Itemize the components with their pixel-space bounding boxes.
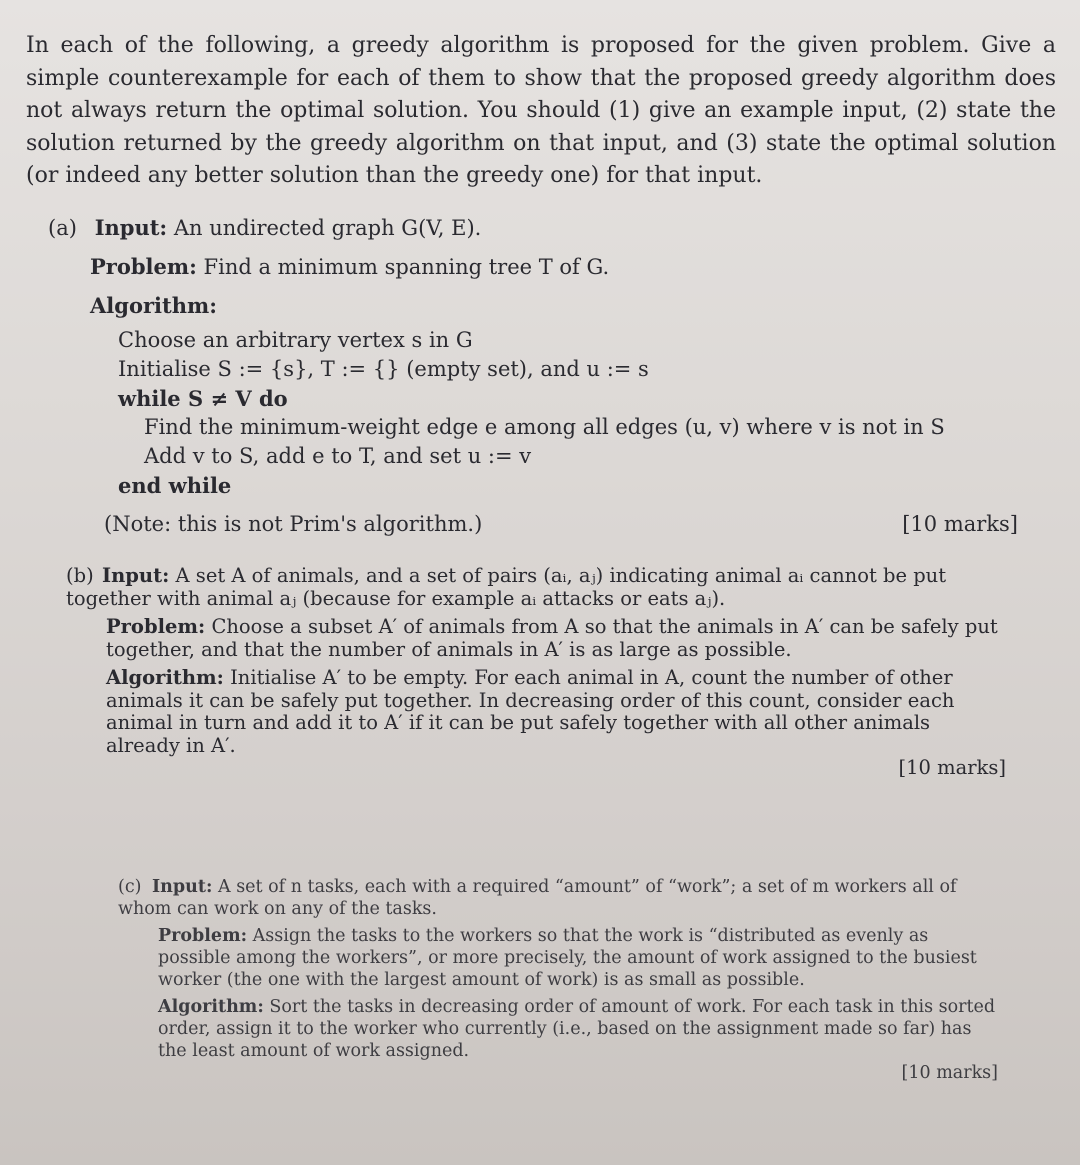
part-b-problem bbox=[66, 616, 1006, 661]
part-a-algorithm-heading: Algorithm: bbox=[90, 293, 217, 318]
part-b-problem-heading: Problem: bbox=[106, 615, 206, 638]
part-c-problem-heading: Problem: bbox=[158, 926, 248, 946]
algo-line-1: Choose an arbitrary vertex s in G bbox=[118, 328, 473, 352]
part-b-algorithm-text: Initialise A′ to be empty. For each animal in A, count the number of other animals it can be safely put together. In decreasing order of this count, consider each animal in turn and add it to A′ if it can be put safely together with all other animals already in A′. bbox=[106, 666, 955, 757]
part-b-input-text: A set A of animals, and a set of pairs (aᵢ, aⱼ) indicating animal aᵢ cannot be put together with animal aⱼ (because for example aᵢ attacks or eats aⱼ). bbox=[66, 564, 947, 610]
part-a-input-line bbox=[48, 213, 1018, 243]
part-b-algorithm bbox=[66, 667, 1006, 757]
part-c-input-text: A set of n tasks, each with a required “amount” of “work”; a set of m workers all of whom can work on any of the tasks. bbox=[118, 877, 957, 919]
part-c bbox=[118, 876, 998, 1084]
part-a-note-row bbox=[48, 510, 1018, 539]
part-c-problem-text: Assign the tasks to the workers so that the work is “distributed as evenly as possible among the workers”, or more precisely, the amount of work assigned to the busiest worker (the one with the largest amount of work) is as small as possible. bbox=[158, 926, 977, 990]
part-b bbox=[66, 565, 1006, 780]
part-c-input-heading: Input: bbox=[152, 877, 213, 897]
part-b-algorithm-heading: Algorithm: bbox=[106, 666, 224, 689]
part-a-problem bbox=[48, 252, 1018, 282]
part-a-marks: [10 marks] bbox=[902, 512, 1018, 536]
part-a-input-heading: Input: bbox=[94, 215, 168, 240]
part-c-marks: [10 marks] bbox=[901, 1063, 998, 1083]
algo-line-4: Find the minimum-weight edge e among all edges (u, v) where v is not in S bbox=[144, 415, 945, 439]
part-c-algorithm-heading: Algorithm: bbox=[158, 997, 264, 1017]
algo-line-6: end while bbox=[118, 473, 232, 498]
part-c-algorithm bbox=[118, 996, 998, 1062]
part-b-marks: [10 marks] bbox=[898, 756, 1006, 779]
part-a-input-text: An undirected graph G(V, E). bbox=[173, 216, 482, 240]
part-a-pseudocode bbox=[48, 326, 1018, 500]
algo-line-3: while S ≠ V do bbox=[118, 386, 288, 411]
part-b-input bbox=[66, 565, 1006, 610]
algo-line-2: Initialise S := {s}, T := {} (empty set), and u := s bbox=[118, 357, 649, 381]
intro-paragraph: In each of the following, a greedy algorithm is proposed for the given problem. Give a simple counterexample for each of them to show that the proposed greedy algorithm does not always return the optimal solution. You should (1) give an example input, (2) state the solution returned by the greedy algorithm on that input, and (3) state the optimal solution (or indeed any better solution than the greedy one) for that input. bbox=[26, 33, 1056, 188]
part-a-problem-heading: Problem: bbox=[90, 254, 197, 279]
part-c-input bbox=[118, 876, 998, 920]
part-b-problem-text: Choose a subset A′ of animals from A so that the animals in A′ can be safely put together, and that the number of animals in A′ is as large as possible. bbox=[106, 615, 998, 661]
part-a-label: (a) bbox=[48, 216, 77, 240]
part-c-algorithm-text: Sort the tasks in decreasing order of amount of work. For each task in this sorted order, assign it to the worker who currently (i.e., based on the assignment made so far) has the least amount of work assigned. bbox=[158, 997, 996, 1061]
algo-line-5: Add v to S, add e to T, and set u := v bbox=[144, 444, 532, 468]
part-a-note: (Note: this is not Prim's algorithm.) bbox=[104, 512, 483, 536]
part-c-problem bbox=[118, 925, 998, 991]
part-c-label: (c) bbox=[118, 877, 142, 897]
part-a bbox=[48, 213, 1018, 539]
part-a-problem-text: Find a minimum spanning tree T of G. bbox=[203, 255, 610, 279]
part-b-input-heading: Input: bbox=[102, 564, 170, 587]
part-b-label: (b) bbox=[66, 564, 94, 587]
